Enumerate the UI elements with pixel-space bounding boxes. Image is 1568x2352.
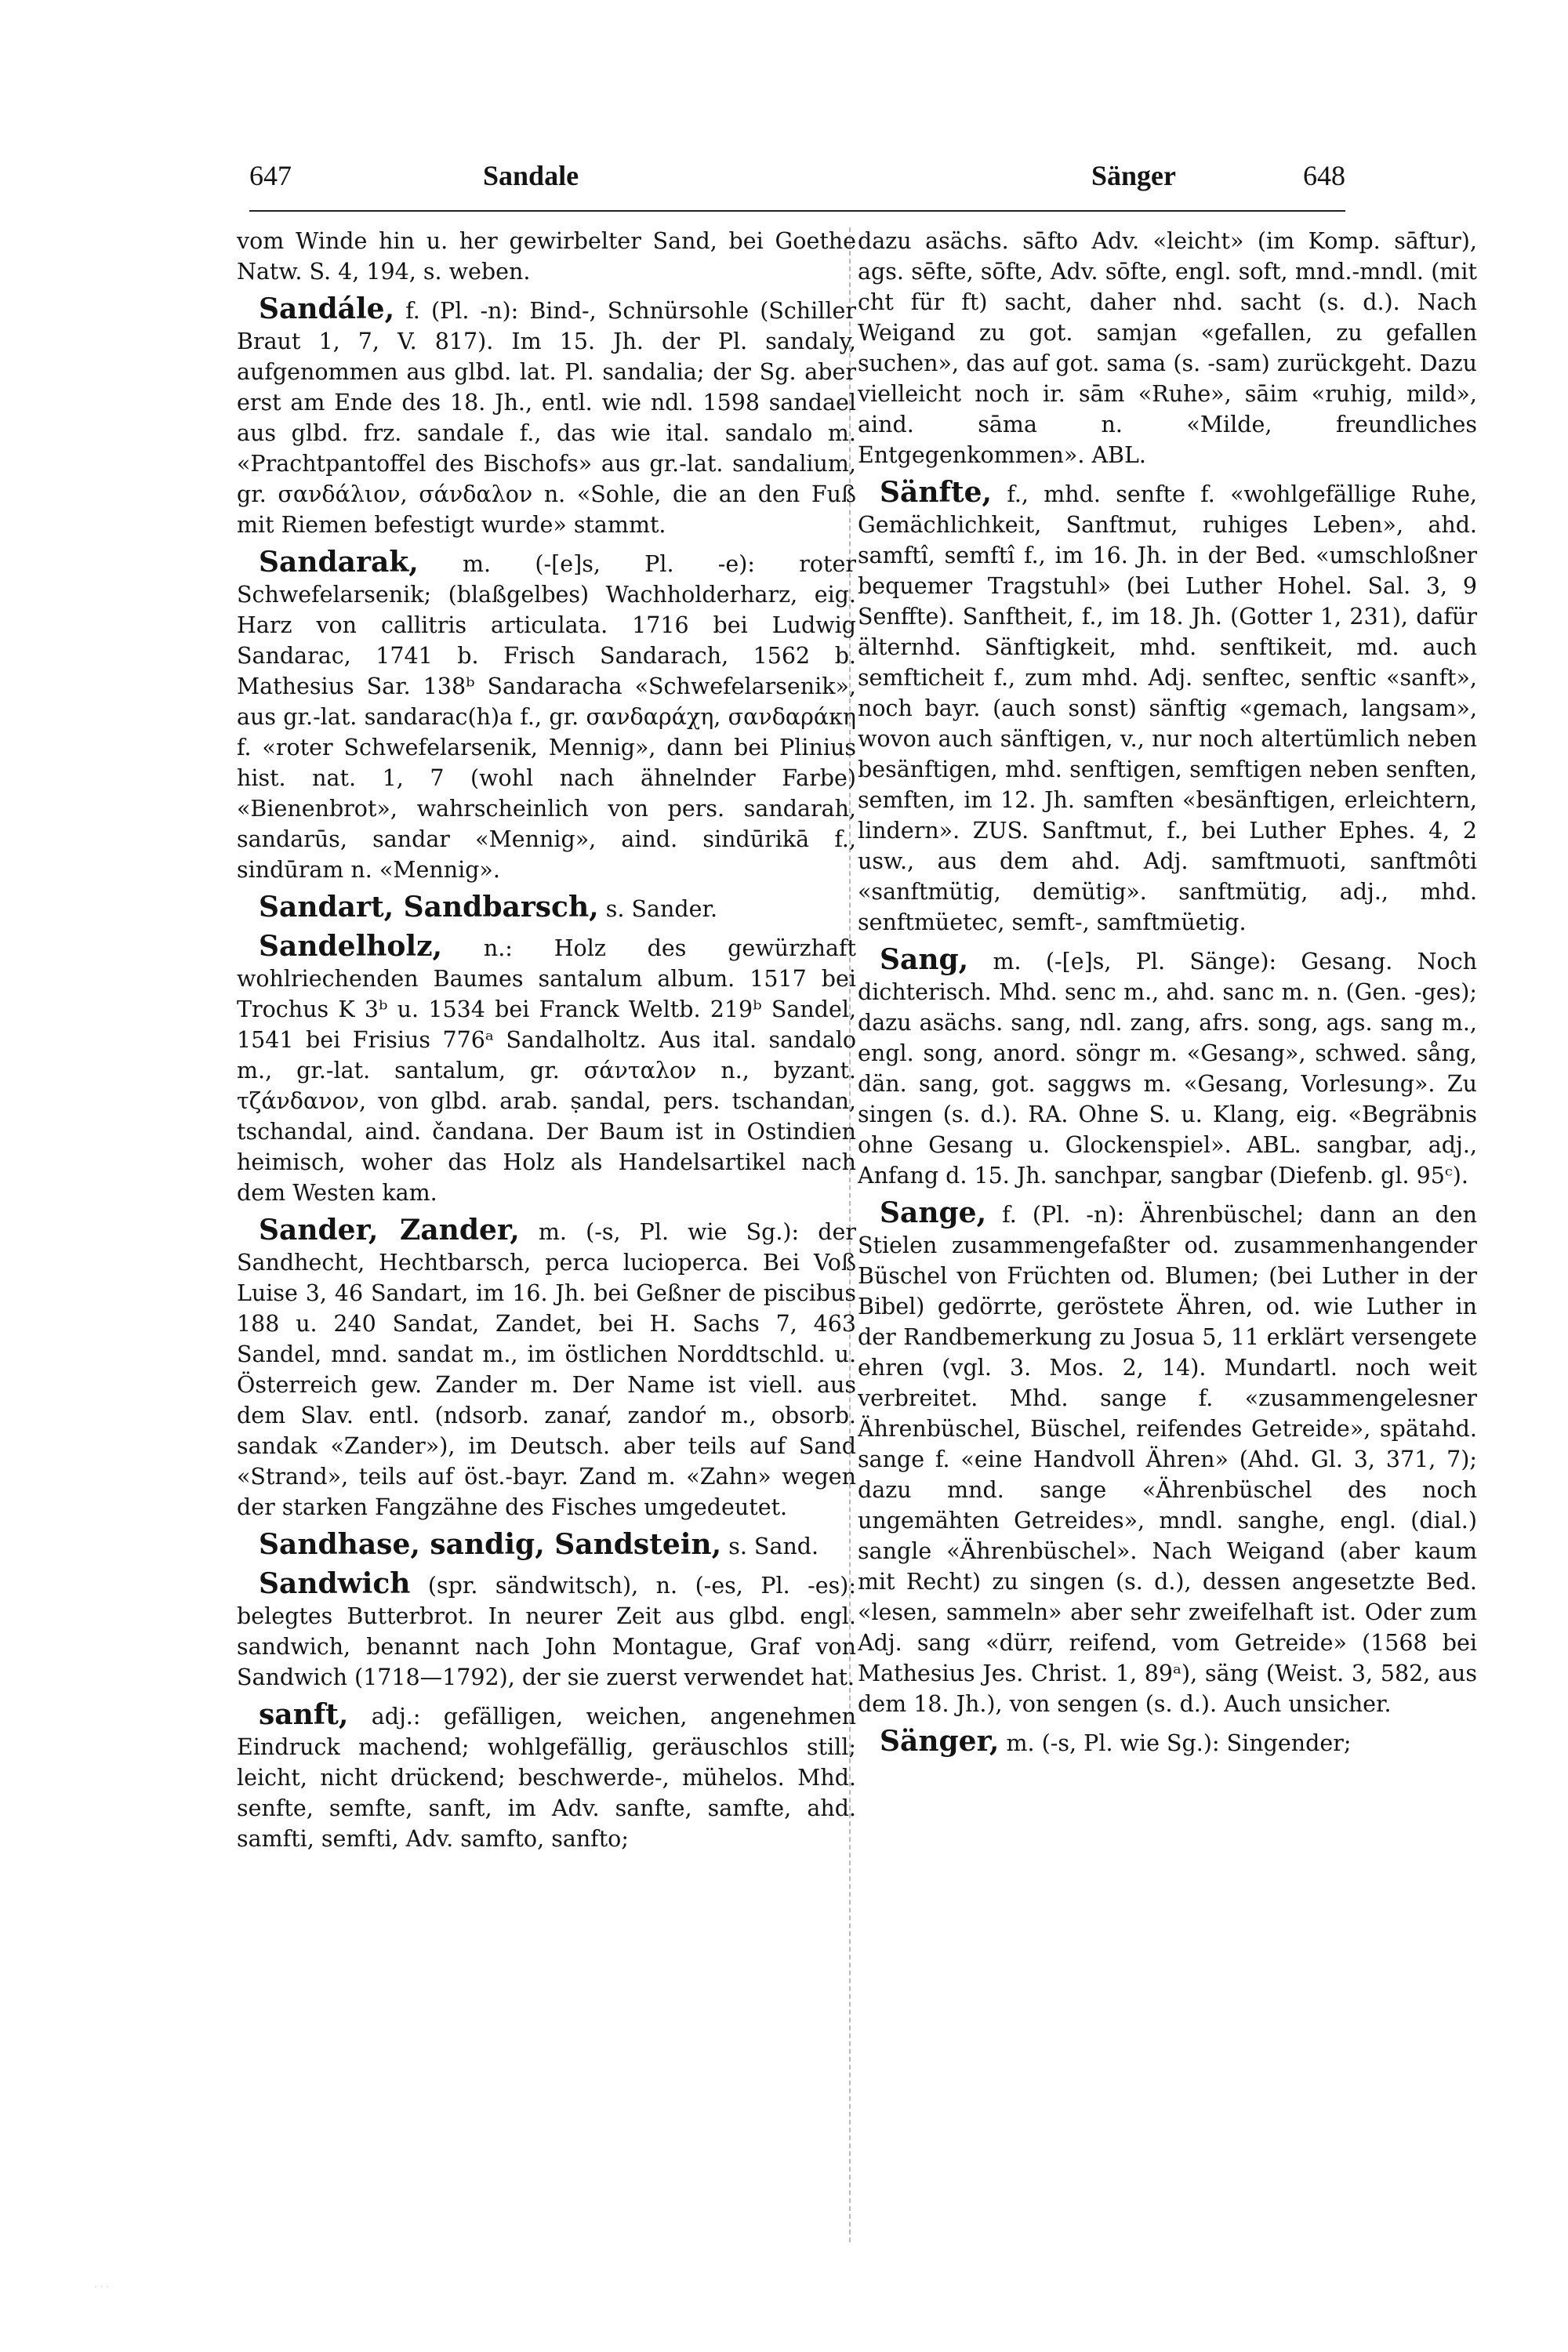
- headword: Sandále,: [259, 292, 395, 325]
- entry-continuation: vom Winde hin u. her gewirbelter Sand, bei Goethe Natw. S. 4, 194, s. weben.: [237, 228, 856, 285]
- page-number-left: 647: [249, 160, 292, 191]
- headword: Sandelholz,: [259, 930, 443, 963]
- entry-sandhase: Sandhase, sandig, Sandstein, s. Sand.: [259, 1528, 819, 1561]
- page-number-right: 648: [1303, 160, 1345, 191]
- headword: Sandarak,: [259, 546, 419, 579]
- entry-sanft: sanft, adj.: gefälligen, weichen, angenehmen Eindruck machend; wohlgefällig, geräuschlos still; leicht, nicht drückend; beschwerde-, mühelos. Mhd. senfte, semfte, sanft, im Adv. sanfte, samfte, ahd. samfti, semfti, Adv. samfto, sanfto;: [237, 1698, 856, 1852]
- entry-sandale: Sandále, f. (Pl. -n): Bind-, Schnürsohle (Schiller Braut 1, 7, V. 817). Im 15. Jh. der Pl. sandaly, aufgenommen aus glbd. lat. Pl. sandalia; der Sg. aber erst am Ende des 18. Jh., entl. wie ndl. 1598 sandael aus glbd. frz. sandale f., das wie ital. sandalo m. «Prachtpantoffel des Bischofs» aus gr.-lat. sandalium, gr. σανδάλιον, σάνδαλον n. «Sohle, die an den Fuß mit Riemen befestigt wurde» stammt.: [237, 292, 856, 538]
- entry-sandarak: Sandarak, m. (-[e]s, Pl. -e): roter Schwefelarsenik; (blaßgelbes) Wachholderharz, eig. Harz von callitris articulata. 1716 bei Ludwig Sandarac, 1741 b. Frisch Sandarach, 1562 b. Mathesius Sar. 138ᵇ Sandaracha «Schwefelarsenik», aus gr.-lat. sandarac(h)a f., gr. σανδαράχη, σανδαράκη f. «roter Schwefelarsenik, Mennig», dann bei Plinius hist. nat. 1, 7 (wohl nach ähnelnder Farbe) «Bienenbrot», wahrscheinlich von pers. sandarah, sandarūs, sandar «Mennig», aind. sindūrikā f., sindūram n. «Mennig».: [237, 546, 856, 883]
- entry-sandelholz: Sandelholz, n.: Holz des gewürzhaft wohlriechenden Baumes santalum album. 1517 bei Trochus K 3ᵇ u. 1534 bei Franck Weltb. 219ᵇ Sandel, 1541 bei Frisius 776ᵃ Sandalholtz. Aus ital. sandalo m., gr.-lat. santalum, gr. σάνταλον n., byzant. τζάνδανον, von glbd. arab. ṣandal, pers. tschandan, tschandal, aind. čandana. Der Baum ist in Ostindien heimisch, woher das Holz als Handelsartikel nach dem Westen kam.: [237, 930, 856, 1206]
- entry-sandart: Sandart, Sandbarsch, s. Sander.: [259, 891, 718, 924]
- headword: Sang,: [880, 943, 969, 976]
- entry-sange: Sange, f. (Pl. -n): Ährenbüschel; dann an den Stielen zusammengefaßter od. zusammenhangender Büschel von Früchten od. Blumen; (bei Luther in der Bibel) gedörrte, geröstete Ähren, od. wie Luther in der Randbemerkung zu Josua 5, 11 erklärt versengete ehren (vgl. 3. Mos. 2, 14). Mundartl. noch weit verbreitet. Mhd. sange f. «zusammengelesner Ährenbüschel, Büschel, reifendes Getreide», spätahd. sange f. «eine Handvoll Ähren» (Ahd. Gl. 3, 371, 7); dazu mnd. sange «Ährenbüschel des noch ungemähten Getreides», mndl. sanghe, engl. (dial.) sangle «Ährenbüschel». Nach Weigand (aber kaum mit Recht) zu singen (s. d.), dessen angesetzte Bed. «lesen, sammeln» aber sehr zweifelhaft ist. Oder zum Adj. sang «dürr, reifend, vom Getreide» (1568 bei Mathesius Jes. Christ. 1, 89ᵃ), säng (Weist. 3, 582, aus dem 18. Jh.), von sengen (s. d.). Auch unsicher.: [858, 1196, 1477, 1717]
- scan-artifact: · · ·: [94, 2281, 110, 2292]
- headword: Sandhase, sandig, Sandstein,: [259, 1528, 722, 1561]
- entry-sander: Sander, Zander, m. (-s, Pl. wie Sg.): der Sandhecht, Hechtbarsch, perca lucioperca. Bei Voß Luise 3, 46 Sandart, im 16. Jh. bei Geßner de piscibus 188 u. 240 Sandat, Zandet, bei H. Sachs 7, 463 Sandel, mnd. sandat m., im östlichen Norddtschld. u. Österreich gew. Zander m. Der Name ist viell. aus dem Slav. entl. (ndsorb. zanaŕ, zandoŕ m., obsorb. sandak «Zander»), im Deutsch. aber teils auf Sand «Strand», teils auf öst.-bayr. Zand m. «Zahn» wegen der starken Fangzähne des Fisches umgedeutet.: [237, 1214, 856, 1520]
- headword: sanft,: [259, 1698, 349, 1731]
- entry-saenfte: Sänfte, f., mhd. senfte f. «wohlgefällige Ruhe, Gemächlichkeit, Sanftmut, ruhiges Leben», ahd. samftî, semftî f., im 16. Jh. in der Bed. «umschloßner bequemer Tragstuhl» (bei Luther Hohel. Sal. 3, 9 Senffte). Sanftheit, f., im 18. Jh. (Gotter 1, 231), dafür älternhd. Sänftigkeit, mhd. senftikeit, md. auch semfticheit f., zum mhd. Adj. senftec, senftic «sanft», noch bayr. (auch sonst) sänftig «gemach, langsam», wovon auch sänftigen, v., nur noch altertümlich neben besänftigen, mhd. senftigen, semftigen neben senften, semften, im 12. Jh. samften «besänftigen, erleichtern, lindern». ZUS. Sanftmut, f., bei Luther Ephes. 4, 2 usw., aus dem ahd. Adj. samftmuoti, sanftmôti «sanftmütig, demütig». sanftmütig, adj., mhd. senftmüetec, semft-, samftmüetig.: [858, 476, 1477, 935]
- entry-sang: Sang, m. (-[e]s, Pl. Sänge): Gesang. Noch dichterisch. Mhd. senc m., ahd. sanc m. n. (Gen. -ges); dazu asächs. sang, ndl. zang, afrs. song, ags. sang m., engl. song, anord. söngr m. «Gesang», schwed. sång, dän. sang, got. saggws m. «Gesang, Vorlesung». Zu singen (s. d.). RA. Ohne S. u. Klang, eig. «Begräbnis ohne Gesang u. Glockenspiel». ABL. sangbar, adj., Anfang d. 15. Jh. sanchpar, sangbar (Diefenb. gl. 95ᶜ).: [858, 943, 1477, 1189]
- headword: Sander, Zander,: [259, 1214, 520, 1247]
- headword: Sandwich: [259, 1567, 411, 1600]
- running-header: [249, 155, 1345, 196]
- entry-sandwich: Sandwich (spr. sändwitsch), n. (-es, Pl. -es): belegtes Butterbrot. In neurer Zeit aus glbd. engl. sandwich, benannt nach John Montague, Graf von Sandwich (1718—1792), der sie zuerst verwendet hat.: [237, 1567, 856, 1690]
- headword: Sänger,: [880, 1725, 1000, 1758]
- headword: Sänfte,: [880, 476, 993, 509]
- entry-continuation: dazu asächs. sāfto Adv. «leicht» (im Komp. sāftur), ags. sēfte, sōfte, Adv. sōfte, engl. soft, mnd.-mndl. (mit cht für ft) sacht, daher nhd. sacht (s. d.). Nach Weigand zu got. samjan «gefallen, zu gefallen suchen», das auf got. sama (s. -sam) zurückgeht. Dazu vielleicht noch ir. sām «Ruhe», sāim «ruhig, mild», aind. sāma n. «Milde, freundliches Entgegenkommen». ABL.: [858, 228, 1477, 468]
- entry-saenger: Sänger, m. (-s, Pl. wie Sg.): Singender;: [880, 1725, 1352, 1758]
- header-rule: [249, 210, 1345, 212]
- headword: Sange,: [880, 1196, 987, 1229]
- right-column: [858, 226, 1477, 2264]
- header-headword-left: Sandale: [483, 160, 579, 191]
- header-headword-right: Sänger: [1091, 160, 1176, 191]
- left-column: [237, 226, 856, 2264]
- headword: Sandart, Sandbarsch,: [259, 891, 599, 924]
